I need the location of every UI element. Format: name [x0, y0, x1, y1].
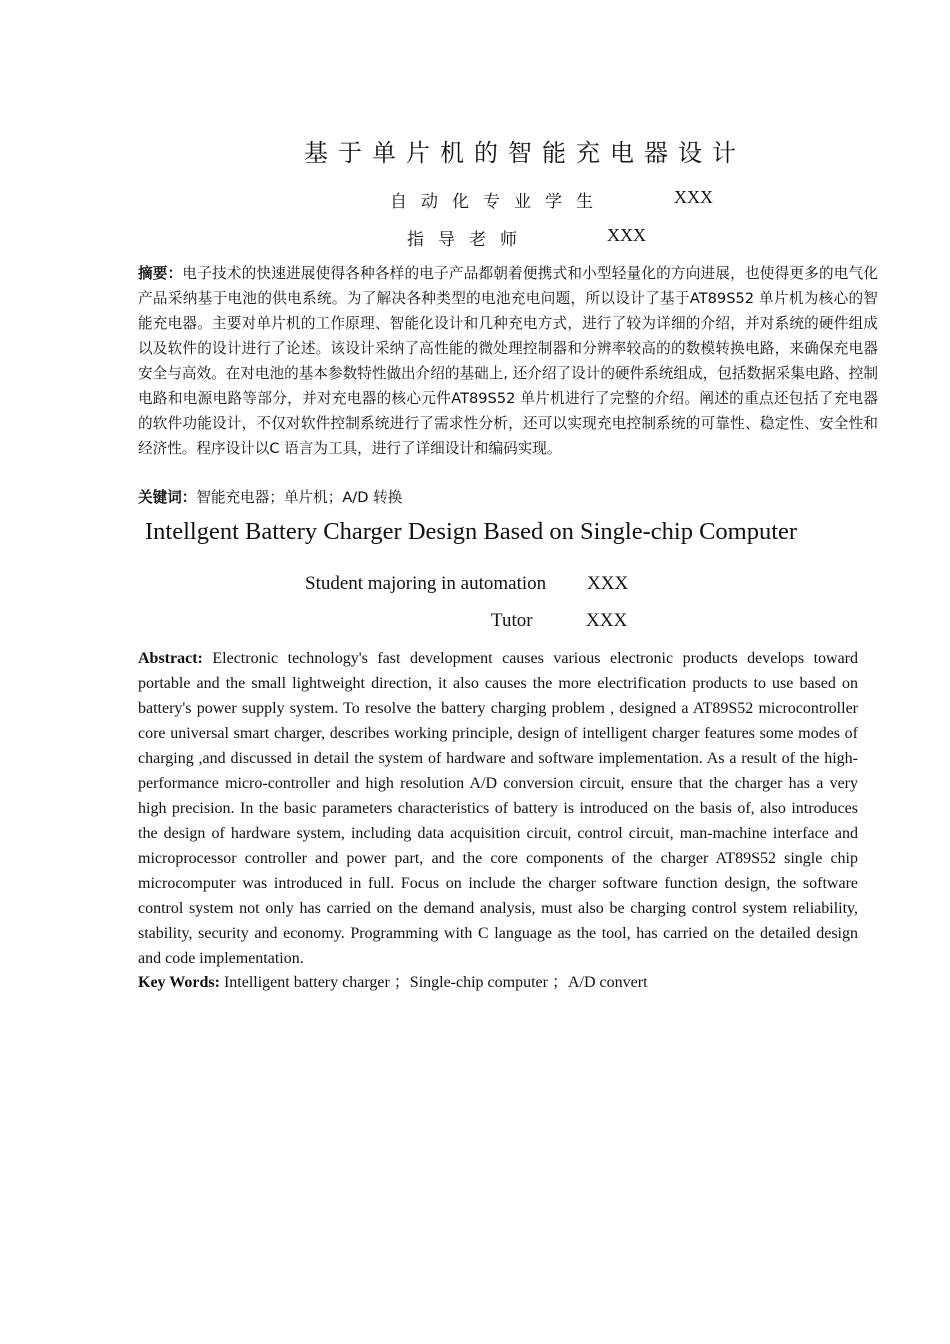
chinese-abstract-text: 电子技术的快速进展使得各种各样的电子产品都朝着便携式和小型轻量化的方向进展，也使得更多的电气化产品采纳基于电池的供电系统。为了解决各种类型的电池充电问题，所以设计了基于AT89S52 单片机为核心的智能充电器。主要对单片机的工作原理、智能化设计和几种充电方式，进行了较为详细的介绍，并对系统的硬件组成以及软件的设计进行了论述。该设计采纳了高性能的微处理控制器和分辨率较高的的数模转换电路，来确保充电器安全与高效。在对电池的基本参数特性做出介绍的基础上, 还介绍了设计的硬件系统组成，包括数据采集电路、控制电路和电源电路等部分，并对充电器的核心元件AT89S52 单片机进行了完整的介绍。阐述的重点还包括了充电器的软件功能设计，不仅对软件控制系统进行了需求性分析，还可以实现充电控制系统的可靠性、稳定性、安全性和经济性。程序设计以C 语言为工具，进行了详细设计和编码实现。 — [138, 265, 878, 457]
chinese-abstract — [138, 261, 878, 461]
english-abstract — [138, 646, 858, 971]
english-student-name: XXX — [587, 573, 629, 594]
chinese-student-label: 自动化专业学生 — [390, 192, 607, 212]
english-keywords — [138, 970, 648, 995]
english-student-label: Student majoring in automation — [305, 573, 547, 594]
english-abstract-label: Abstract: — [138, 650, 203, 667]
english-title: Intellgent Battery Charger Design Based on Single-chip Computer — [145, 518, 798, 545]
chinese-tutor-label: 指导老师 — [407, 230, 531, 250]
chinese-title: 基于单片机的智能充电器设计 — [304, 139, 746, 167]
chinese-abstract-label: 摘要： — [138, 265, 183, 282]
english-abstract-text: Electronic technology's fast development causes various electronic products develops toward portable and the small lightweight direction, it also causes the more electrification products to use based on battery's power supply system. To resolve the battery charging problem , designed a AT89S52 microcontroller core universal smart charger, describes working principle, design of intelligent charger features some modes of charging ,and discussed in detail the system of hardware and software implementation. As a result of the high-performance micro-controller and high resolution A/D conversion circuit, ensure that the charger has a very high precision. In the basic parameters characteristics of battery is introduced on the basis of, also introduces the design of hardware system, including data acquisition circuit, control circuit, man-machine interface and microprocessor controller and power part, and the core components of the charger AT89S52 single chip microcomputer was introduced in full. Focus on include the charger software function design, the software control system not only has carried on the demand analysis, must also be charging control system reliability, stability, security and economy. Programming with C language as the tool, has carried on the detailed design and code implementation. — [138, 650, 858, 967]
english-keywords-text: Intelligent battery charger ；Single-chip computer ；A/D convert — [219, 974, 648, 991]
english-tutor-name: XXX — [586, 610, 628, 631]
english-keywords-label: Key Words: — [138, 974, 220, 991]
chinese-student-name: XXX — [674, 187, 713, 207]
chinese-keywords-label: 关键词： — [138, 489, 197, 506]
chinese-keywords — [138, 485, 402, 510]
chinese-tutor-name: XXX — [607, 225, 646, 245]
english-tutor-label: Tutor — [491, 610, 533, 631]
chinese-keywords-text: 智能充电器；单片机；A/D 转换 — [196, 489, 403, 506]
